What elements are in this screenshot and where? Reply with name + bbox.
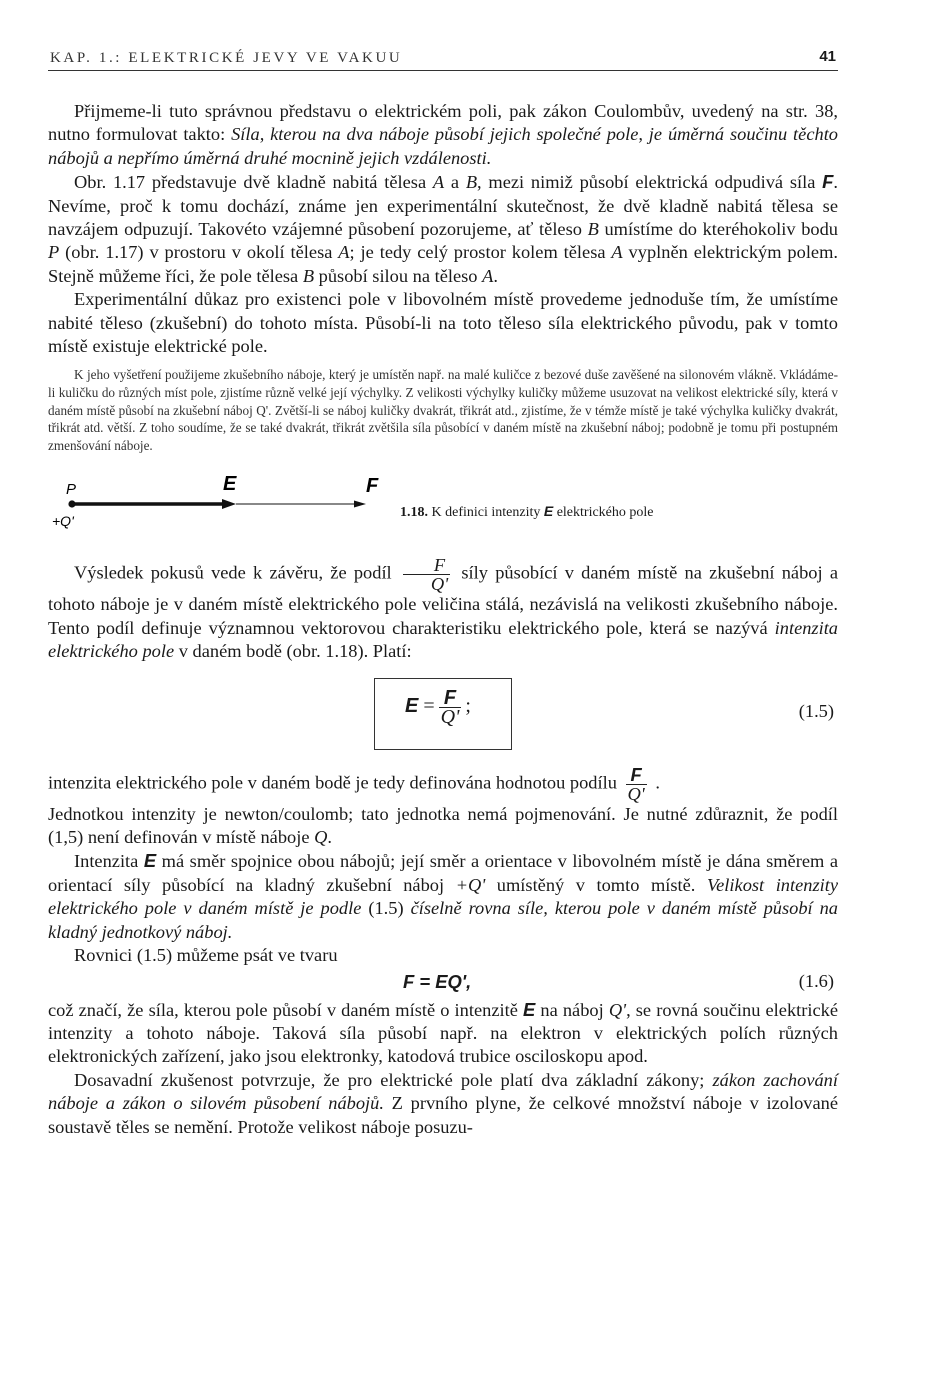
equation-number: (1.6) [798, 970, 834, 991]
label-e: E [223, 473, 237, 496]
paragraph-rewrite: Rovnici (1.5) můžeme psát ve tvaru [74, 945, 338, 966]
e-vector-arrowhead [222, 499, 236, 509]
paragraph-direction: Intenzita E má směr spojnice obou nábojů; její směr a orientace v libovolném místě je dána směrem a orientací síly působící na kladný zkušební náboj +Q' umístěný v tomto místě. Velikost intenzity elektrického pole v daném místě je podle (1.5) číselně rovna síle, kterou pole v daném místě působí na kladný jednotkový náboj. [48, 850, 839, 942]
figure-caption: 1.18. K definici intenzity E elektrického pole [400, 503, 654, 521]
paragraph-coulomb: Přijmeme-li tuto správnou představu o elektrickém poli, pak zákon Coulombův, uvedený na str. 38, nutno formulovat takto: Síla, kterou na dva náboje působí jejich společné pole, je úměrná součinu těchto nábojů a nepřímo úměrná druhé mocnině jejich vzdálenosti. [48, 101, 838, 168]
paragraph-experiment: Experimentální důkaz pro existenci pole v libovolném místě provedeme jednoduše tím, že umístíme nabité těleso (zkušební) do tohoto místa. Působí-li na toto těleso síla elektrického původu, pak v tomto místě existuje elektrické pole. [48, 289, 838, 357]
equation-expression: F = EQ', [403, 970, 472, 992]
f-vector-arrowhead [354, 501, 366, 508]
figure-1-18 [48, 470, 838, 532]
page-number: 41 [819, 48, 836, 65]
label-f: F [366, 475, 379, 498]
label-p: P [66, 481, 77, 499]
paragraph-laws: Dosavadní zkušenost potvrzuje, že pro elektrické pole platí dva základní zákony; zákon zachování náboje a zákon o silovém působení nábojů. Z prvního plyne, že celkové množství náboje v izolované soustavě těles se nemění. Protože velikost náboje posuzu- [48, 1069, 838, 1137]
paragraph-fig117: Obr. 1.17 představuje dvě kladně nabitá tělesa A a B, mezi nimiž působí elektrická odpudivá síla F. Nevíme, proč k tomu dochází, známe jen experimentální skutečnost, že dvě kladně nabitá tělesa se navzájem odpuzují. Takovéto vzájemné působení pozorujeme, ať těleso B umístíme do kteréhokoliv bodu P (obr. 1.17) v prostoru v okolí tělesa A; je tedy celý prostor kolem tělesa A vyplněn elektrickým polem. Stejně můžeme říci, že pole tělesa B působí silou na těleso A. [48, 171, 838, 286]
equation-1-5 [48, 670, 838, 760]
body-text [48, 100, 838, 1139]
paragraph-intensity-value: intenzita elektrického pole v daném bodě je tedy definována hodnotou podílu $\frac{F}{Q'}$ . [48, 763, 660, 804]
test-charge-dot [68, 501, 75, 508]
equation-1-6 [48, 968, 838, 998]
fraction-f-over-q: $\frac{F}{Q'}$ [403, 556, 450, 593]
label-q: +Q' [52, 513, 74, 530]
equation-box: E = $\frac{F}{Q'}$ ; [374, 678, 512, 750]
paragraph-unit: Jednotkou intenzity je newton/coulomb; tato jednotka nemá pojmenování. Je nutné zdůraznit, že podíl (1,5) není definován v místě náboje Q. [48, 803, 838, 848]
paragraph-intensity-definition: Výsledek pokusů vede k závěru, že podíl $\frac{F}{Q'}$ síly působící v daném místě na zkušební náboj a tohoto náboje je v daném místě elektrického pole veličina stálá, nezávislá na velikosti zkušebního náboje. Tento podíl definuje významnou vektorovou charakteristiku elektrického pole, která se nazývá intenzita elektrického pole v daném bodě (obr. 1.18). Platí: [48, 555, 838, 662]
equation-number: (1.5) [798, 700, 834, 721]
term-intensity: intenzita elektrického pole [48, 617, 838, 662]
chapter-title: KAP. 1.: ELEKTRICKÉ JEVY VE VAKUU [50, 50, 403, 66]
field-vector-diagram [48, 470, 388, 532]
coulomb-law-statement: Síla, kterou na dva náboje působí jejich společné pole, je úměrná součinu těchto nábojů a nepřímo úměrná druhé mocnině jejich vzdálenosti. [48, 124, 838, 168]
running-header [48, 48, 838, 71]
small-print-paragraph: K jeho vyšetření použijeme zkušebního náboje, který je umístěn např. na malé kuličce z bezové duše zavěšené na silonovém vlákně. Vkládáme-li kuličku do různých míst pole, zjistíme různě velké její výchylky. Z velikosti výchylky kuličky můžeme usuzovat na velikost elektrické síly, která v daném místě působí na zkušební náboj Q'. Zvětší-li se náboj kuličky dvakrát, třikrát atd., zjistíme, že v témže místě je také výchylka kuličky dvakrát, třikrát atd. větší. Z toho soudíme, že se také dvakrát, třikrát zvětšila síla působící v daném místě na zkušební náboj; podobně je tomu při postupném zmenšování náboje. [48, 367, 838, 453]
paragraph-force: což značí, že síla, kterou pole působí v daném místě o intenzitě E na náboj Q', se rovná součinu elektrické intenzity a tohoto náboje. Taková síla působí např. na elektron v elektrických polích různých elektronických zařízení, jako jsou elektronky, katodová trubice osciloskopu apod. [48, 998, 839, 1067]
